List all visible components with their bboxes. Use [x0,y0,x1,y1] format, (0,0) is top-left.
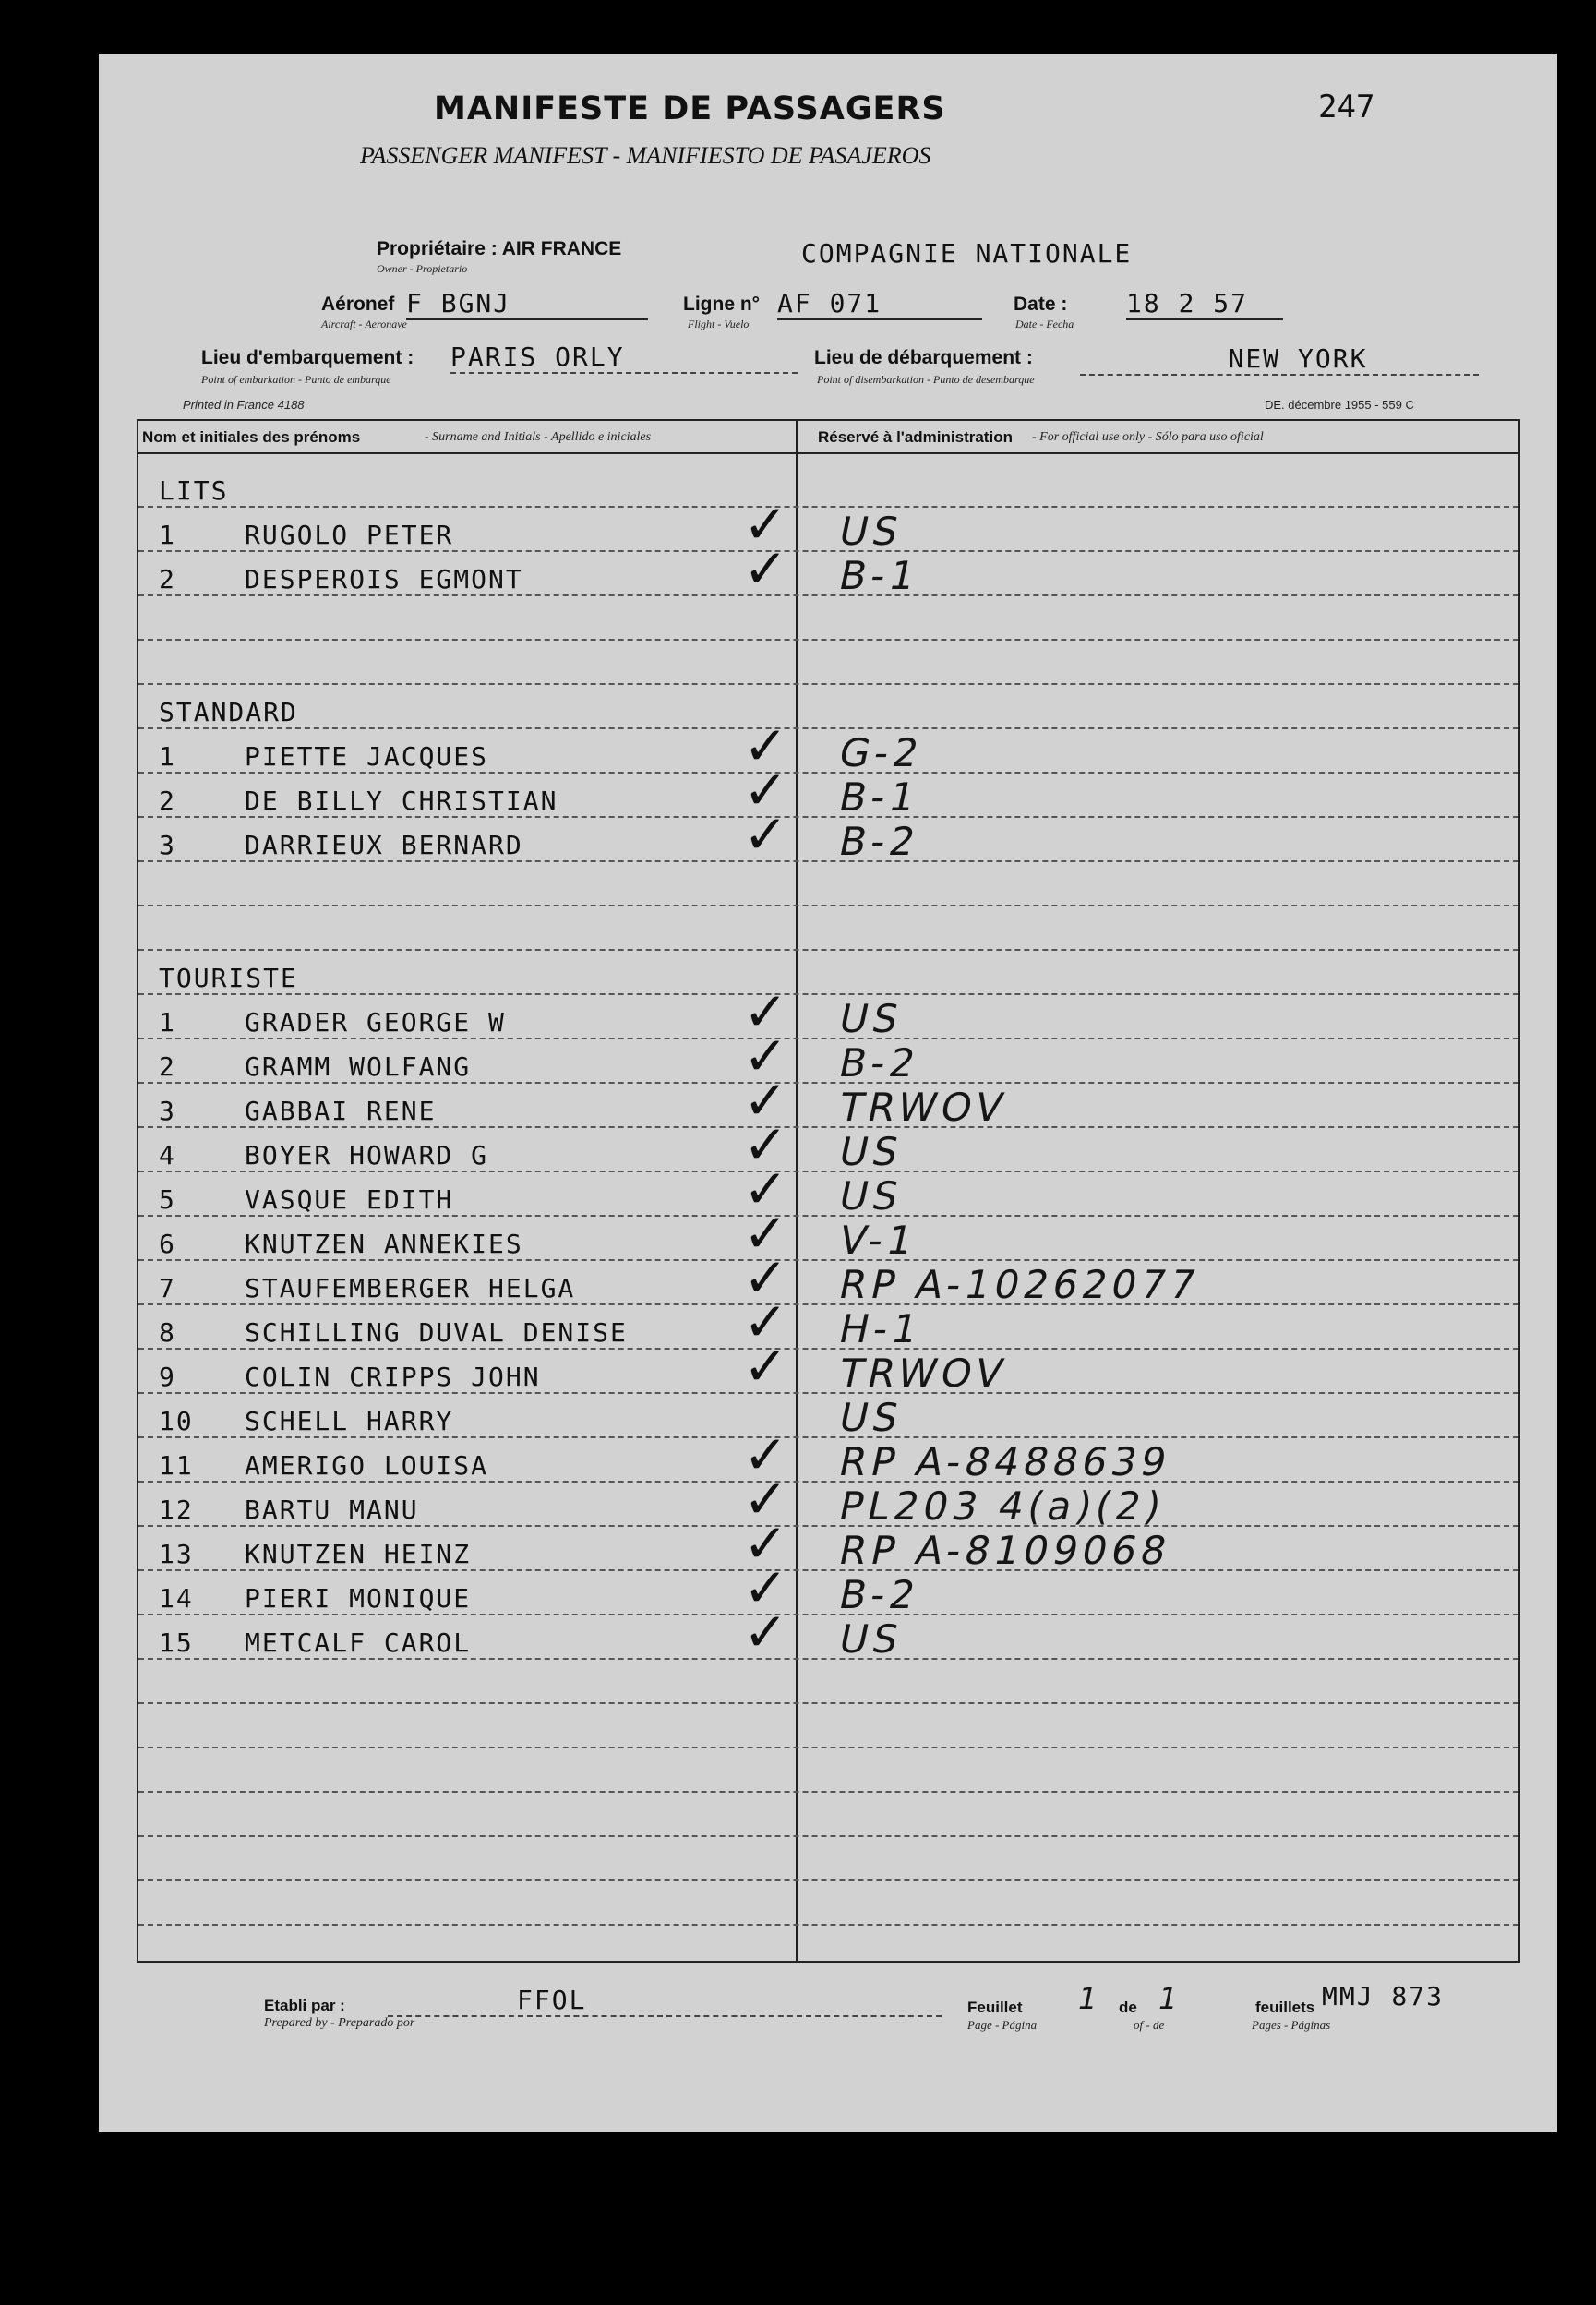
admin-code: US [834,996,907,1041]
passenger-row [138,537,1518,600]
embark-value: PARIS ORLY [450,342,798,374]
of-value: 1 [1154,1981,1186,2016]
admin-column-header: Réservé à l'administration [818,428,1013,446]
blank-row [138,1748,1518,1793]
blank-row [138,1837,1518,1881]
admin-code: RP A-10262077 [834,1262,1205,1307]
passenger-number: 1 [159,520,176,550]
flight-sub: Flight - Vuelo [688,318,750,330]
disembark-value: NEW YORK [1080,343,1479,376]
passenger-name: RUGOLO PETER [245,520,454,550]
passenger-number: 7 [159,1273,176,1303]
name-column-sub: - Surname and Initials - Apellido e iniciales [425,430,652,444]
date-sub: Date - Fecha [1015,318,1074,330]
admin-code: B-2 [834,1572,924,1617]
blank-row [138,906,1518,951]
flight-label: Ligne n° [683,294,761,315]
passenger-number: 2 [159,564,176,594]
passenger-name: SCHELL HARRY [245,1406,454,1436]
flight-value: AF 071 [777,288,982,320]
passenger-row [138,1335,1518,1398]
passenger-row [138,1113,1518,1176]
admin-code: US [834,1173,907,1219]
check-mark: ✓ [743,1158,788,1220]
passenger-row [138,714,1518,777]
owner-label: Propriétaire : AIR FRANCE [377,238,622,259]
passenger-number: 11 [159,1450,194,1481]
check-mark: ✓ [743,1556,788,1619]
check-mark: ✓ [743,1423,788,1486]
passenger-row [138,1394,1518,1438]
passenger-name: PIERI MONIQUE [245,1583,472,1614]
sheet-value: 1 [1074,1981,1106,2016]
passenger-name: GABBAI RENE [245,1096,437,1126]
check-mark: ✓ [743,537,788,600]
passenger-number: 6 [159,1229,176,1259]
date-value: 18 2 57 [1126,288,1283,320]
check-mark: ✓ [743,1069,788,1132]
printed-note: Printed in France 4188 [183,398,305,412]
passenger-name: DARRIEUX BERNARD [245,830,523,860]
of-sub: of - de [1134,2018,1165,2032]
admin-code: B-2 [834,1040,924,1086]
owner-sub: Owner - Propietario [377,262,468,275]
table-header [138,421,1518,454]
passenger-row [138,1556,1518,1619]
passenger-row [138,1069,1518,1132]
passenger-name: DE BILLY CHRISTIAN [245,786,558,816]
passenger-number: 10 [159,1406,194,1436]
blank-row [138,862,1518,906]
section-title: TOURISTE [159,963,298,993]
admin-code: V-1 [834,1218,922,1263]
passenger-name: GRAMM WOLFANG [245,1051,472,1082]
admin-code: US [834,1395,907,1440]
passenger-name: STAUFEMBERGER HELGA [245,1273,576,1303]
disembark-sub: Point of disembarkation - Punto de desembarque [817,373,1035,386]
passenger-number: 12 [159,1495,194,1525]
prepared-sub: Prepared by - Preparado por [264,2016,415,2030]
check-mark: ✓ [743,1291,788,1353]
admin-code: B-1 [834,553,924,598]
passenger-row [138,1512,1518,1575]
passenger-number: 3 [159,830,176,860]
check-mark: ✓ [743,714,788,777]
admin-code: US [834,1129,907,1174]
section-row [138,463,1518,508]
name-column-header: Nom et initiales des prénoms [142,428,361,446]
prepared-value: FFOL [388,1985,942,2017]
passenger-name: VASQUE EDITH [245,1184,454,1215]
of-label: de [1119,1999,1137,2016]
document-subtitle: PASSENGER MANIFEST - MANIFIESTO DE PASAJEROS [360,142,931,169]
passenger-number: 2 [159,786,176,816]
passenger-name: METCALF CAROL [245,1627,472,1658]
sheet-label: Feuillet [967,1999,1023,2016]
passenger-number: 9 [159,1362,176,1392]
passenger-number: 14 [159,1583,194,1614]
blank-row [138,641,1518,685]
embark-label: Lieu d'embarquement : [201,347,414,368]
form-reference: DE. décembre 1955 - 559 C [1265,398,1414,412]
admin-code: RP A-8109068 [834,1528,1176,1573]
passenger-row [138,803,1518,866]
blank-row [138,1660,1518,1704]
admin-code: US [834,1616,907,1662]
blank-row [138,1793,1518,1837]
passenger-name: SCHILLING DUVAL DENISE [245,1317,628,1348]
blank-row [138,596,1518,641]
passenger-number: 1 [159,741,176,772]
passenger-number: 15 [159,1627,194,1658]
passenger-number: 2 [159,1051,176,1082]
passenger-table [137,419,1520,1963]
admin-code: TRWOV [834,1085,1012,1130]
passenger-row [138,1025,1518,1087]
admin-code: PL203 4(a)(2) [834,1483,1170,1529]
check-mark: ✓ [743,1202,788,1265]
passenger-name: DESPEROIS EGMONT [245,564,523,594]
passenger-row [138,493,1518,556]
disembark-label: Lieu de débarquement : [814,347,1033,368]
passenger-name: KNUTZEN HEINZ [245,1539,472,1569]
prepared-label: Etabli par : [264,1997,345,2014]
admin-code: B-2 [834,819,924,864]
admin-code: TRWOV [834,1351,1012,1396]
passenger-number: 1 [159,1007,176,1038]
aircraft-sub: Aircraft - Aeronave [321,318,407,330]
check-mark: ✓ [743,1512,788,1575]
admin-code: RP A-8488639 [834,1439,1176,1484]
row-rule [138,1924,1518,1926]
blank-row [138,1881,1518,1926]
passenger-number: 8 [159,1317,176,1348]
passenger-row [138,1423,1518,1486]
owner-value: COMPAGNIE NATIONALE [801,238,1133,269]
check-mark: ✓ [743,493,788,556]
passenger-number: 4 [159,1140,176,1171]
sheet-sub: Page - Página [967,2018,1038,2032]
passenger-number: 3 [159,1096,176,1126]
passenger-number: 13 [159,1539,194,1569]
check-mark: ✓ [743,1468,788,1531]
check-mark: ✓ [743,1246,788,1309]
sheets-label: feuillets [1255,1999,1315,2016]
passenger-row [138,1246,1518,1309]
date-label: Date : [1014,294,1068,315]
passenger-row [138,759,1518,822]
passenger-number: 5 [159,1184,176,1215]
page-number: 247 [1318,89,1375,126]
passenger-name: BARTU MANU [245,1495,419,1525]
check-mark: ✓ [743,1601,788,1663]
passenger-row [138,1468,1518,1531]
check-mark: ✓ [743,1335,788,1398]
passenger-name: COLIN CRIPPS JOHN [245,1362,541,1392]
passenger-row [138,1601,1518,1663]
section-row [138,951,1518,995]
sheets-sub: Pages - Páginas [1252,2018,1331,2032]
passenger-row [138,980,1518,1043]
admin-code: B-1 [834,774,924,820]
section-title: LITS [159,475,229,506]
passenger-row [138,1202,1518,1265]
check-mark: ✓ [743,1113,788,1176]
passenger-name: GRADER GEORGE W [245,1007,506,1038]
embark-sub: Point of embarkation - Punto de embarque [201,373,391,386]
passenger-name: AMERIGO LOUISA [245,1450,489,1481]
check-mark: ✓ [743,980,788,1043]
section-title: STANDARD [159,697,298,727]
admin-code: US [834,509,907,554]
check-mark: ✓ [743,803,788,866]
blank-row [138,1704,1518,1748]
passenger-row [138,1291,1518,1353]
passenger-name: BOYER HOWARD G [245,1140,489,1171]
admin-code: H-1 [834,1306,927,1351]
aircraft-label: Aéronef [321,294,395,315]
passenger-name: PIETTE JACQUES [245,741,489,772]
section-row [138,685,1518,729]
admin-column-sub: - For official use only - Sólo para uso oficial [1032,430,1264,444]
aircraft-value: F BGNJ [406,288,648,320]
stamp-number: MMJ 873 [1322,1981,1445,2011]
document-title: MANIFESTE DE PASSAGERS [434,90,946,127]
check-mark: ✓ [743,759,788,822]
admin-code: G-2 [834,730,928,775]
passenger-row [138,1158,1518,1220]
passenger-name: KNUTZEN ANNEKIES [245,1229,523,1259]
check-mark: ✓ [743,1025,788,1087]
